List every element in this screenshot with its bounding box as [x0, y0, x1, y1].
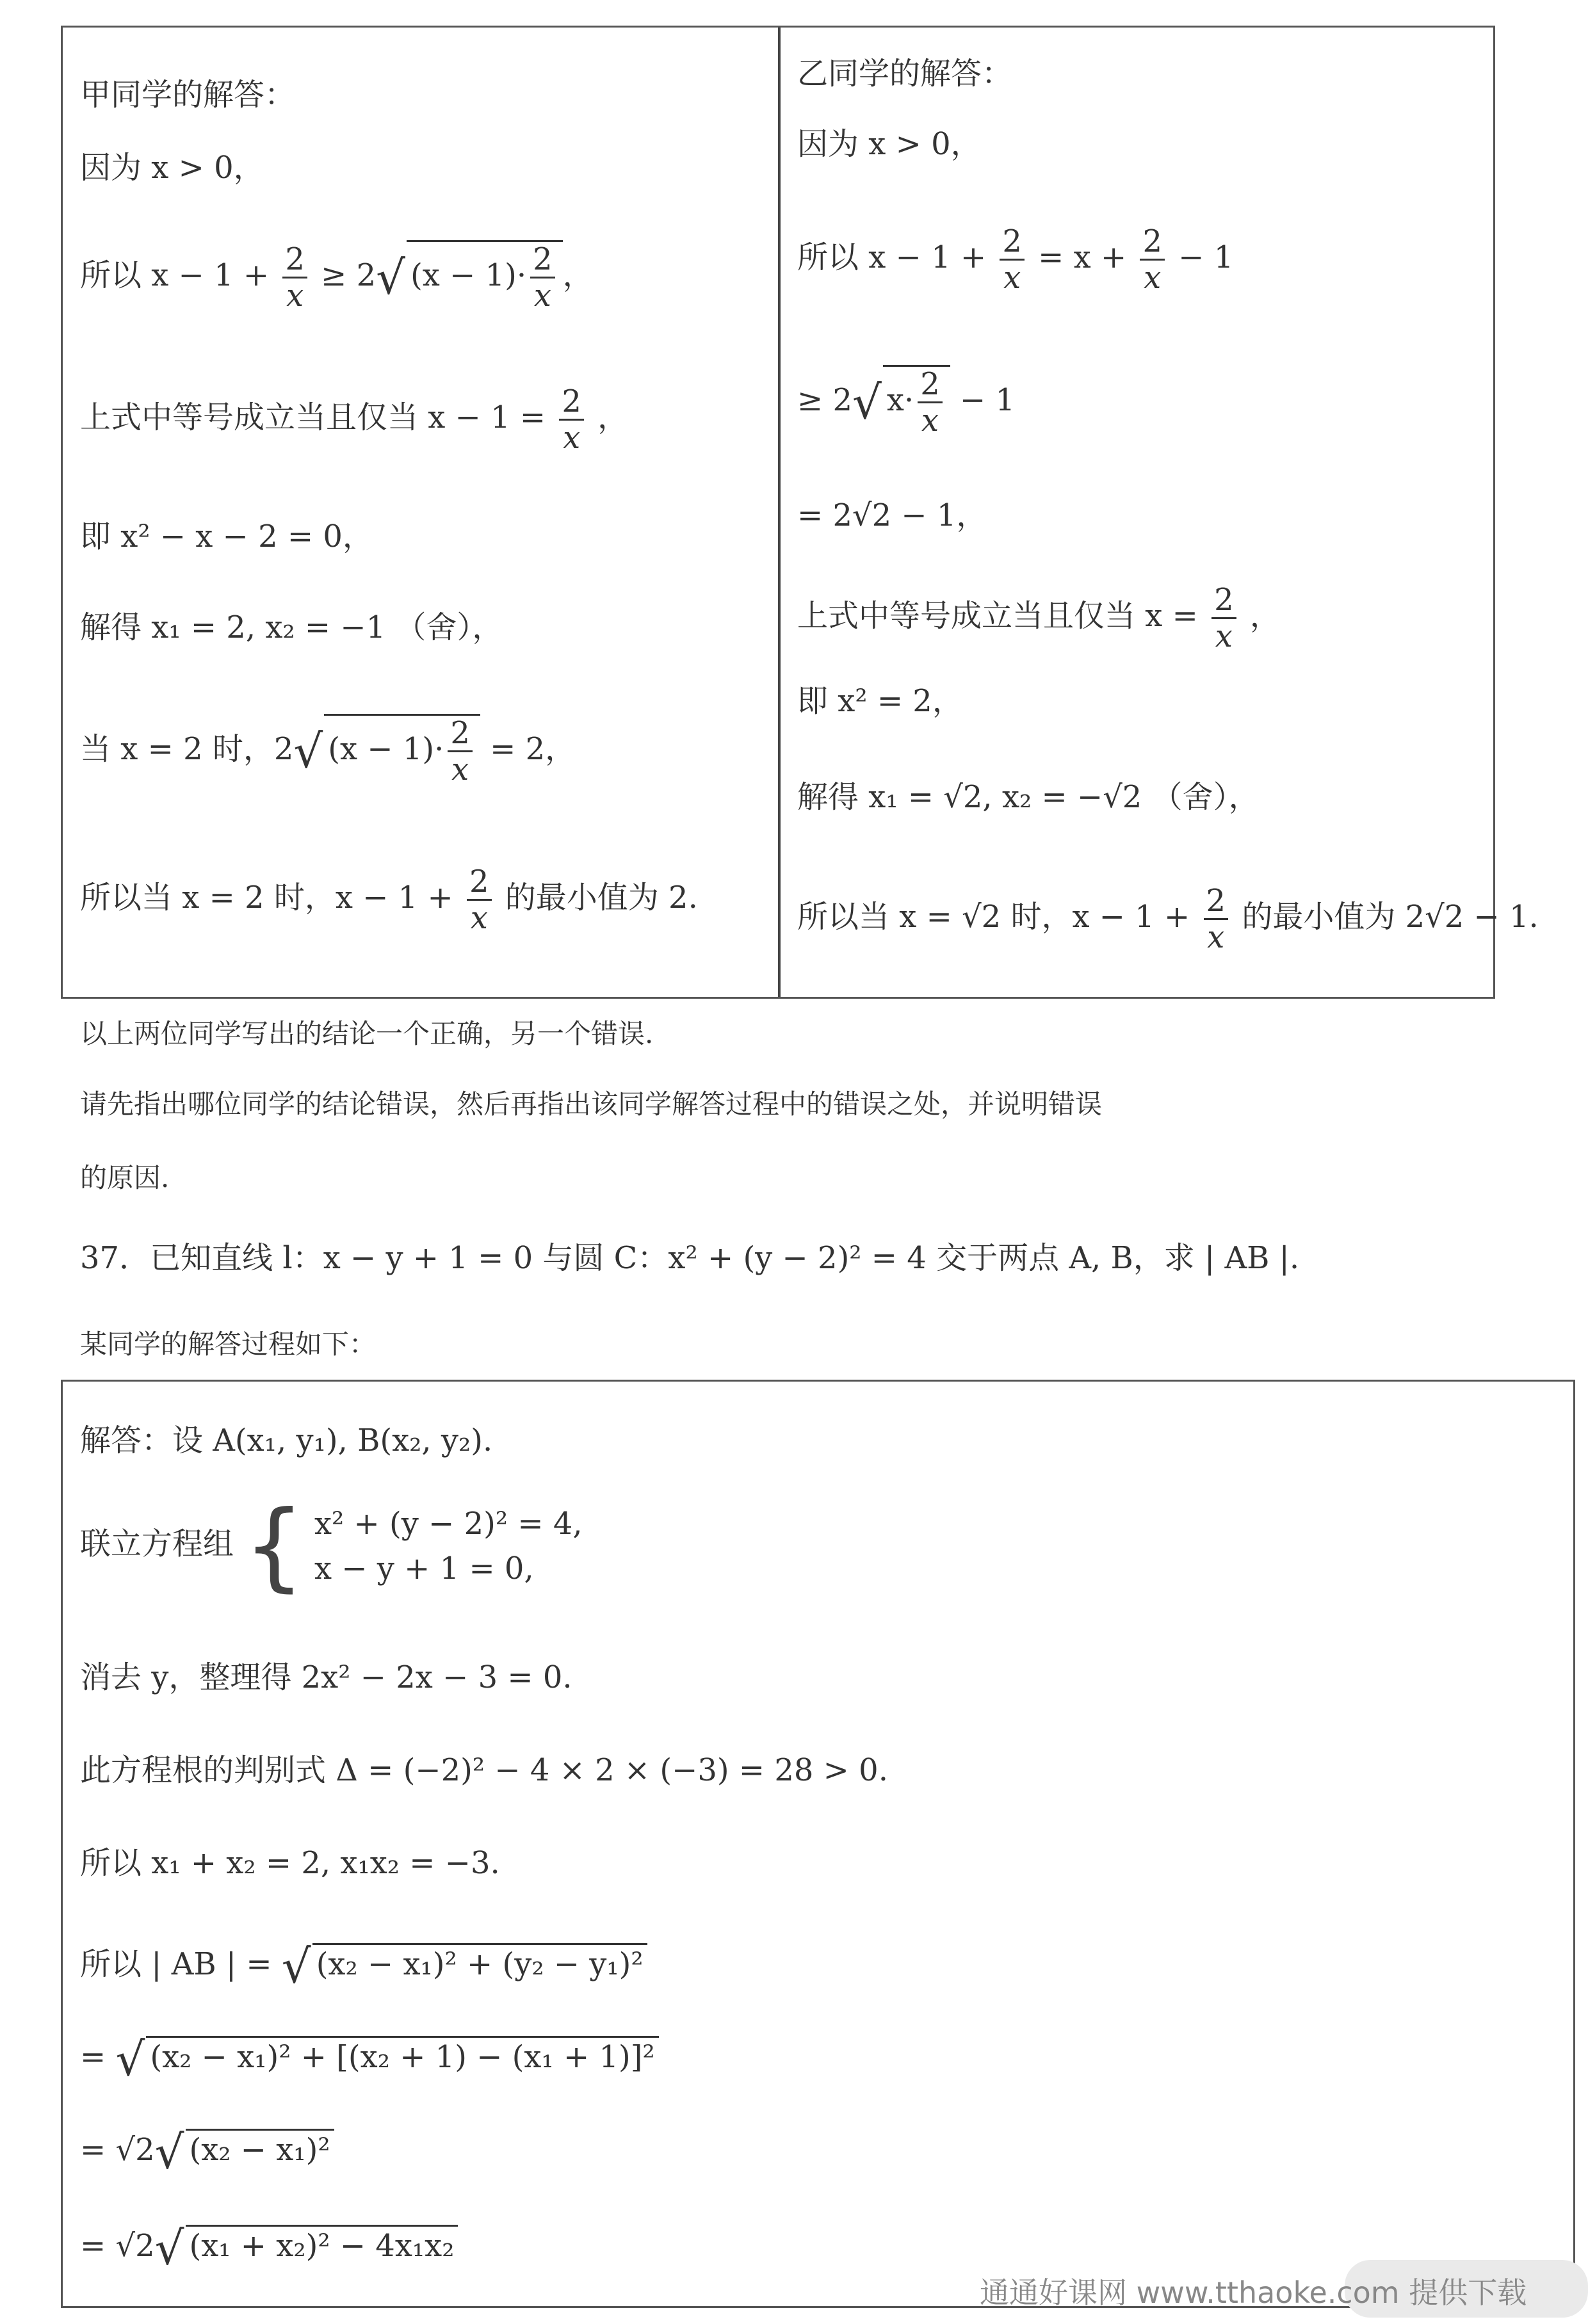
- fraction: $\frac{2}{x}$: [559, 384, 584, 455]
- yi-line-5: [797, 583, 1281, 654]
- solution-line-7: = √ (x₂ − x₁)² + [(x₂ + 1) − (x₁ + 1)]²: [80, 2036, 659, 2079]
- jia-line-7-prefix: 所以当 x = 2 时，x − 1 +: [80, 880, 463, 916]
- jia-line-2: 所以 x − 1 + $\frac{2}{x}$ ≥ 2√ (x − 1)· $\frac{2}{x}$ ，: [80, 241, 594, 314]
- solutions-comparison-box: [61, 26, 1495, 999]
- solution-line-4: 此方程根的判别式 Δ = (−2)² − 4 × 2 × (−3) = 28 > 0.: [80, 1752, 888, 1788]
- equation-system: [314, 1501, 583, 1591]
- radical: (x₁ + x₂)² − 4x₁x₂: [186, 2225, 458, 2265]
- radical: (x − 1)· $\frac{2}{x}$: [407, 240, 563, 313]
- jia-line-4: 即 x² − x − 2 = 0，: [80, 519, 373, 554]
- radical: (x − 1)· $\frac{2}{x}$: [324, 714, 480, 787]
- yi-title: 乙同学的解答：: [797, 56, 1013, 92]
- fraction: $\frac{2}{x}$: [1204, 884, 1229, 955]
- solution-line-7-prefix: =: [80, 2039, 116, 2075]
- solution-line-9: = √2√ (x₁ + x₂)² − 4x₁x₂: [80, 2225, 458, 2268]
- yi-line-6: 即 x² = 2，: [797, 683, 963, 719]
- fraction: $\frac{2}{x}$: [467, 864, 492, 935]
- yi-line-5-prefix: 上式中等号成立当且仅当 x =: [797, 598, 1208, 634]
- solution-line-2-prefix: 联立方程组: [80, 1526, 234, 1562]
- yi-line-1: 因为 x > 0，: [797, 126, 982, 162]
- jia-line-7-suffix: 的最小值为 2.: [505, 880, 698, 916]
- yi-line-4: = 2√2 − 1，: [797, 497, 987, 533]
- jia-line-3: [80, 384, 628, 455]
- yi-line-8: [797, 884, 1539, 955]
- system-equation-1: x² + (y − 2)² = 4,: [314, 1506, 583, 1542]
- solution-line-8-prefix: = √2: [80, 2132, 155, 2168]
- fraction: $\frac{2}{x}$: [1140, 224, 1165, 295]
- jia-line-2-mid: ≥ 2: [321, 257, 377, 293]
- left-brace: {: [243, 1490, 305, 1602]
- yi-line-5-suffix: ，: [1249, 598, 1281, 634]
- jia-line-1: 因为 x > 0，: [80, 150, 264, 186]
- system-equation-2: x − y + 1 = 0,: [314, 1551, 534, 1586]
- jia-line-2-prefix: 所以 x − 1 +: [80, 257, 279, 293]
- solution-line-5: 所以 x₁ + x₂ = 2, x₁x₂ = −3.: [80, 1845, 500, 1881]
- column-divider: [778, 28, 781, 997]
- solution-line-1: 解答：设 A(x₁, y₁), B(x₂, y₂).: [80, 1423, 493, 1458]
- yi-line-2: [797, 224, 1233, 295]
- fraction: $\frac{2}{x}$: [1000, 224, 1025, 295]
- yi-line-2-prefix: 所以 x − 1 +: [797, 239, 996, 275]
- fraction: $\frac{2}{x}$: [1211, 583, 1236, 654]
- paragraph-conclusion: 以上两位同学写出的结论一个正确，另一个错误.: [80, 1018, 654, 1049]
- yi-line-3: ≥ 2√ x· $\frac{2}{x}$ − 1: [797, 366, 1016, 439]
- solution-line-6: 所以 | AB | = √ (x₂ − x₁)² + (y₂ − y₁)²: [80, 1943, 647, 1986]
- jia-line-6-suffix: = 2，: [480, 731, 576, 767]
- paragraph-instruction-cont: 的原因.: [80, 1162, 170, 1193]
- jia-line-7: [80, 864, 698, 935]
- yi-line-3-prefix: ≥ 2: [797, 382, 853, 418]
- yi-line-2-suffix: − 1: [1178, 239, 1234, 275]
- yi-line-8-prefix: 所以当 x = √2 时，x − 1 +: [797, 899, 1200, 935]
- solution-line-8: = √2√ (x₂ − x₁)²: [80, 2129, 334, 2172]
- jia-line-3-prefix: 上式中等号成立当且仅当 x − 1 =: [80, 399, 556, 435]
- jia-line-6-prefix: 当 x = 2 时，2: [80, 731, 294, 767]
- radical: (x₂ − x₁)² + [(x₂ + 1) − (x₁ + 1)]²: [146, 2036, 658, 2076]
- solution-line-9-prefix: = √2: [80, 2228, 155, 2264]
- jia-line-5: 解得 x₁ = 2, x₂ = −1 （舍），: [80, 609, 503, 645]
- solution-line-3: 消去 y，整理得 2x² − 2x − 3 = 0.: [80, 1659, 572, 1695]
- solution-line-6-prefix: 所以 | AB | =: [80, 1946, 282, 1982]
- radical: (x₂ − x₁)² + (y₂ − y₁)²: [312, 1943, 647, 1983]
- watermark-text: 通通好课网 www.tthaoke.com 提供下载: [980, 2275, 1527, 2310]
- paragraph-solution-intro: 某同学的解答过程如下：: [80, 1328, 377, 1360]
- yi-line-2-mid: = x +: [1038, 239, 1137, 275]
- jia-line-6: 当 x = 2 时，2√ (x − 1)· $\frac{2}{x}$ = 2，: [80, 715, 576, 787]
- yi-line-3-suffix: − 1: [950, 382, 1016, 418]
- fraction: $\frac{2}{x}$: [282, 242, 307, 313]
- radical: (x₂ − x₁)²: [186, 2129, 334, 2169]
- jia-title: 甲同学的解答：: [80, 77, 296, 113]
- radical: x· $\frac{2}{x}$: [883, 365, 950, 438]
- solution-line-2: [80, 1490, 583, 1602]
- jia-line-3-suffix: ，: [597, 399, 629, 435]
- yi-line-8-suffix: 的最小值为 2√2 − 1.: [1242, 899, 1539, 935]
- paragraph-instruction: 请先指出哪位同学的结论错误，然后再指出该同学解答过程中的错误之处，并说明错误: [80, 1088, 1103, 1120]
- yi-line-7: 解得 x₁ = √2, x₂ = −√2 （舍），: [797, 779, 1260, 815]
- question-37: 37．已知直线 l：x − y + 1 = 0 与圆 C：x² + (y − 2)² = 4 交于两点 A, B，求 | AB |.: [80, 1240, 1300, 1276]
